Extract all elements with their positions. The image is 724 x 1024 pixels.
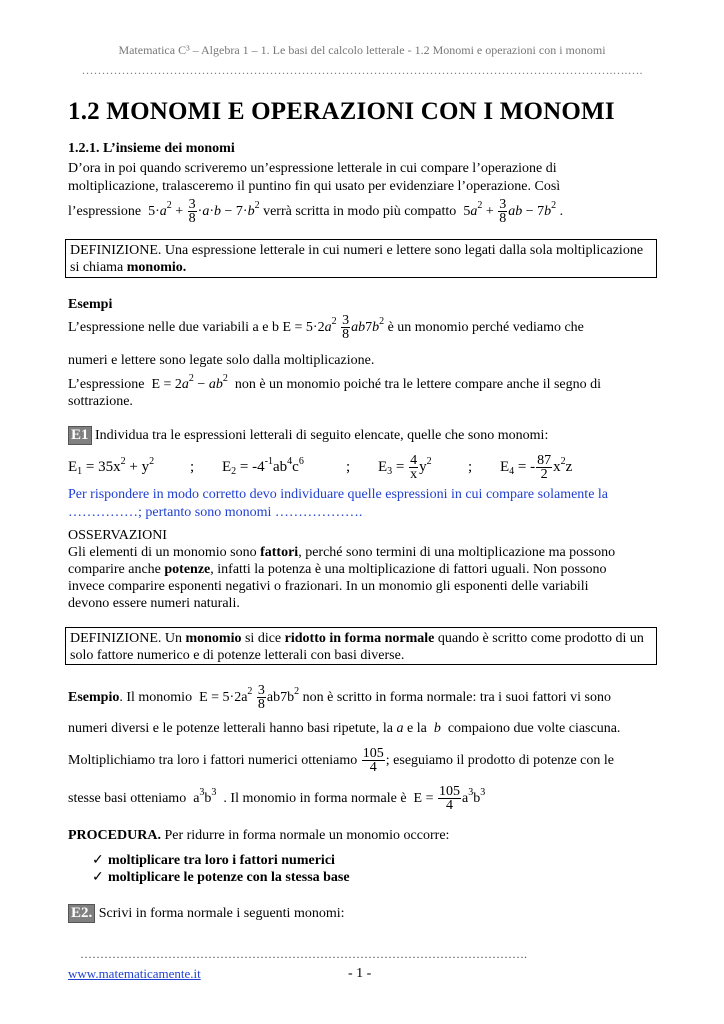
obs-l1a: Gli elementi di un monomio sono — [68, 545, 257, 560]
section-title: 1.2 MONOMI E OPERAZIONI CON I MONOMI — [68, 98, 615, 125]
running-header: Matematica C³ – Algebra 1 – 1. Le basi del calcolo letterale - 1.2 Monomi e operazioni con i monomi — [118, 43, 606, 57]
obs-l2a: comparire anche — [68, 562, 161, 577]
example-nonnormal-line-3 — [68, 745, 656, 777]
expr-sep-1: ; — [190, 459, 195, 475]
exercise-tag-e2: E2. — [68, 904, 95, 923]
observations-line-1 — [68, 544, 656, 561]
example1-line-2: numeri e lettere sono legate solo dalla moltiplicazione. — [68, 353, 375, 368]
observations-line-2 — [68, 561, 656, 578]
example-label: Esempio — [68, 690, 120, 705]
exercise2-prompt — [68, 904, 656, 923]
def2-e: quando è scritto come prodotto di un solo fattore numerico e di potenze letterali con basi diverse. — [70, 631, 644, 663]
normal-form-result: E = $\frac{105}{4}$ $a^3b^3$ — [410, 784, 486, 814]
example1-expression: $E = 5\cdot 2a^2$ $\frac{3}{8}$ $ab7b^2$ — [282, 313, 385, 343]
example-nonnormal-line-4 — [68, 783, 656, 815]
expr-sep-2: ; — [346, 459, 351, 475]
exercise1-answer-line-2: ……………; pertanto sono monomi ………………. — [68, 505, 363, 520]
intro-expr-end: . — [559, 204, 564, 219]
def2-term-forma-normale: ridotto in forma normale — [284, 631, 435, 646]
example-nonnormal-line — [68, 683, 656, 713]
obs-term-potenze: potenze — [164, 562, 211, 577]
check-icon: ✓ — [92, 870, 104, 885]
exercise1-prompt — [68, 426, 656, 445]
obs-l1c: , perché sono termini di una moltiplicazione ma possono — [298, 545, 616, 560]
example2-l2c: compaiono due volte ciascuna. — [447, 721, 621, 736]
example2-suffix: non è un monomio poiché tra le lettere compare anche il segno di — [234, 377, 602, 392]
expr-e3: $E_3$ = $\frac{4}{x}$ $y^2$ — [378, 453, 432, 483]
definition-box-forma-normale — [65, 627, 657, 665]
example-nonnormal-line-2: numeri diversi e le potenze letterali hanno basi ripetute, la a e la b compaiono due volte ciascuna. — [68, 721, 621, 736]
definition-box-monomio — [65, 239, 657, 278]
powers-product: $a^3b^3$ — [189, 787, 217, 806]
example2-expression: $E = 5\cdot 2a^2$ $\frac{3}{8}$ $ab7b^2$ — [195, 683, 300, 713]
example1-suffix: è un monomio perché vediamo che — [387, 320, 584, 335]
def2-a: DEFINIZIONE. Un — [70, 631, 182, 646]
procedure-label: PROCEDURA. — [68, 828, 161, 843]
exercise2-text: Scrivi in forma normale i seguenti monomi: — [98, 906, 345, 921]
obs-term-fattori: fattori — [260, 545, 299, 560]
definition1-text: DEFINIZIONE. Una espressione letterale in cui numeri e lettere sono legati dalla sola moltiplicazione si chiama — [70, 243, 644, 275]
page-number: - 1 - — [348, 966, 372, 981]
observations-line-3: invece comparire esponenti negativi o frazionari. In un monomio gli esponenti delle variabili — [68, 579, 589, 594]
exercise1-answer-line-1: Per rispondere in modo corretto devo individuare quelle espressioni in cui compare solamente la — [68, 487, 609, 502]
check-icon: ✓ — [92, 853, 104, 868]
observations-heading: OSSERVAZIONI — [68, 528, 167, 543]
definition1-term: monomio. — [126, 260, 187, 275]
example2-l4b: . Il monomio in forma normale è — [223, 791, 407, 806]
expression-dotted: $5\cdot a^2$ + $\frac{3}{8}$ $\cdot a\cdot b - 7\cdot b^2$ — [144, 197, 260, 227]
example2-l2b: e la — [407, 721, 427, 736]
subsection-title: 1.2.1. L’insieme dei monomi — [68, 141, 235, 156]
footer-website-link[interactable]: www.matematicamente.it — [68, 966, 201, 981]
def2-term-monomio: monomio — [185, 631, 242, 646]
intro-line-1: D’ora in poi quando scriveremo un’espressione letterale in cui compare l’operazione di — [68, 161, 557, 176]
expression-compact: $5a^2$ + $\frac{3}{8}$ ab − $7b^2$ — [459, 197, 557, 227]
expr-e4: $E_4$ = - $\frac{87}{2}$ $x^2z$ — [500, 453, 573, 483]
intro-line-2: moltiplicazione, tralasceremo il puntino fin qui usato per evidenziare l’operazione. Così — [68, 179, 561, 194]
procedure-step-1-text: moltiplicare tra loro i fattori numerici — [108, 853, 335, 868]
example1-line — [68, 313, 656, 343]
intro-expr-prefix: l’espressione — [68, 204, 142, 219]
example2-l1b: non è scritto in forma normale: tra i suoi fattori vi sono — [302, 690, 611, 705]
procedure-step-1 — [92, 852, 335, 869]
expr-e2: $E_2 = -4^{-1}ab^4c^6$ — [222, 456, 304, 477]
procedure-step-2-text: moltiplicare le potenze con la stessa base — [108, 870, 350, 885]
expr-e1: $E_1 = 35x^2 + y^2$ — [68, 456, 155, 477]
example2-line-2: sottrazione. — [68, 394, 133, 409]
exercise-tag-e1: E1 — [68, 426, 92, 445]
example2-l3b: ; eseguiamo il prodotto di potenze con le — [385, 753, 614, 768]
intro-expression-line — [68, 197, 656, 227]
exercise1-text: Individua tra le espressioni letterali di seguito elencate, quelle che sono monomi: — [95, 428, 549, 443]
example2-prefix: L’espressione — [68, 377, 145, 392]
header-rule: …………………………………………………………………………………………………………………….….…. — [81, 63, 643, 77]
example2-line — [68, 373, 656, 393]
footer-rule: …………………………………………………………………………………………………. — [80, 947, 527, 961]
observations-line-4: devono essere numeri naturali. — [68, 596, 240, 611]
example2-l2a: numeri diversi e le potenze letterali hanno basi ripetute, la — [68, 721, 393, 736]
procedure-text: Per ridurre in forma normale un monomio occorre: — [164, 828, 450, 843]
example2-l4a: stesse basi otteniamo — [68, 791, 187, 806]
intro-expr-middle: verrà scritta in modo più compatto — [263, 204, 457, 219]
example2-l1a: . Il monomio — [119, 690, 193, 705]
coefficient-fraction: $\frac{105}{4}$ — [362, 746, 384, 776]
obs-l2c: , infatti la potenza è una moltiplicazione di fattori uguali. Non possono — [210, 562, 607, 577]
examples-heading: Esempi — [68, 297, 113, 312]
example1-prefix: L’espressione nelle due variabili a e b — [68, 320, 279, 335]
expr-sep-3: ; — [468, 459, 473, 475]
def2-c: si dice — [244, 631, 282, 646]
procedure-step-2 — [92, 869, 350, 886]
example2-expression: $E = 2a^2 - ab^2$ — [147, 373, 228, 392]
procedure-line — [68, 827, 656, 844]
example2-l3a: Moltiplichiamo tra loro i fattori numerici otteniamo — [68, 753, 358, 768]
